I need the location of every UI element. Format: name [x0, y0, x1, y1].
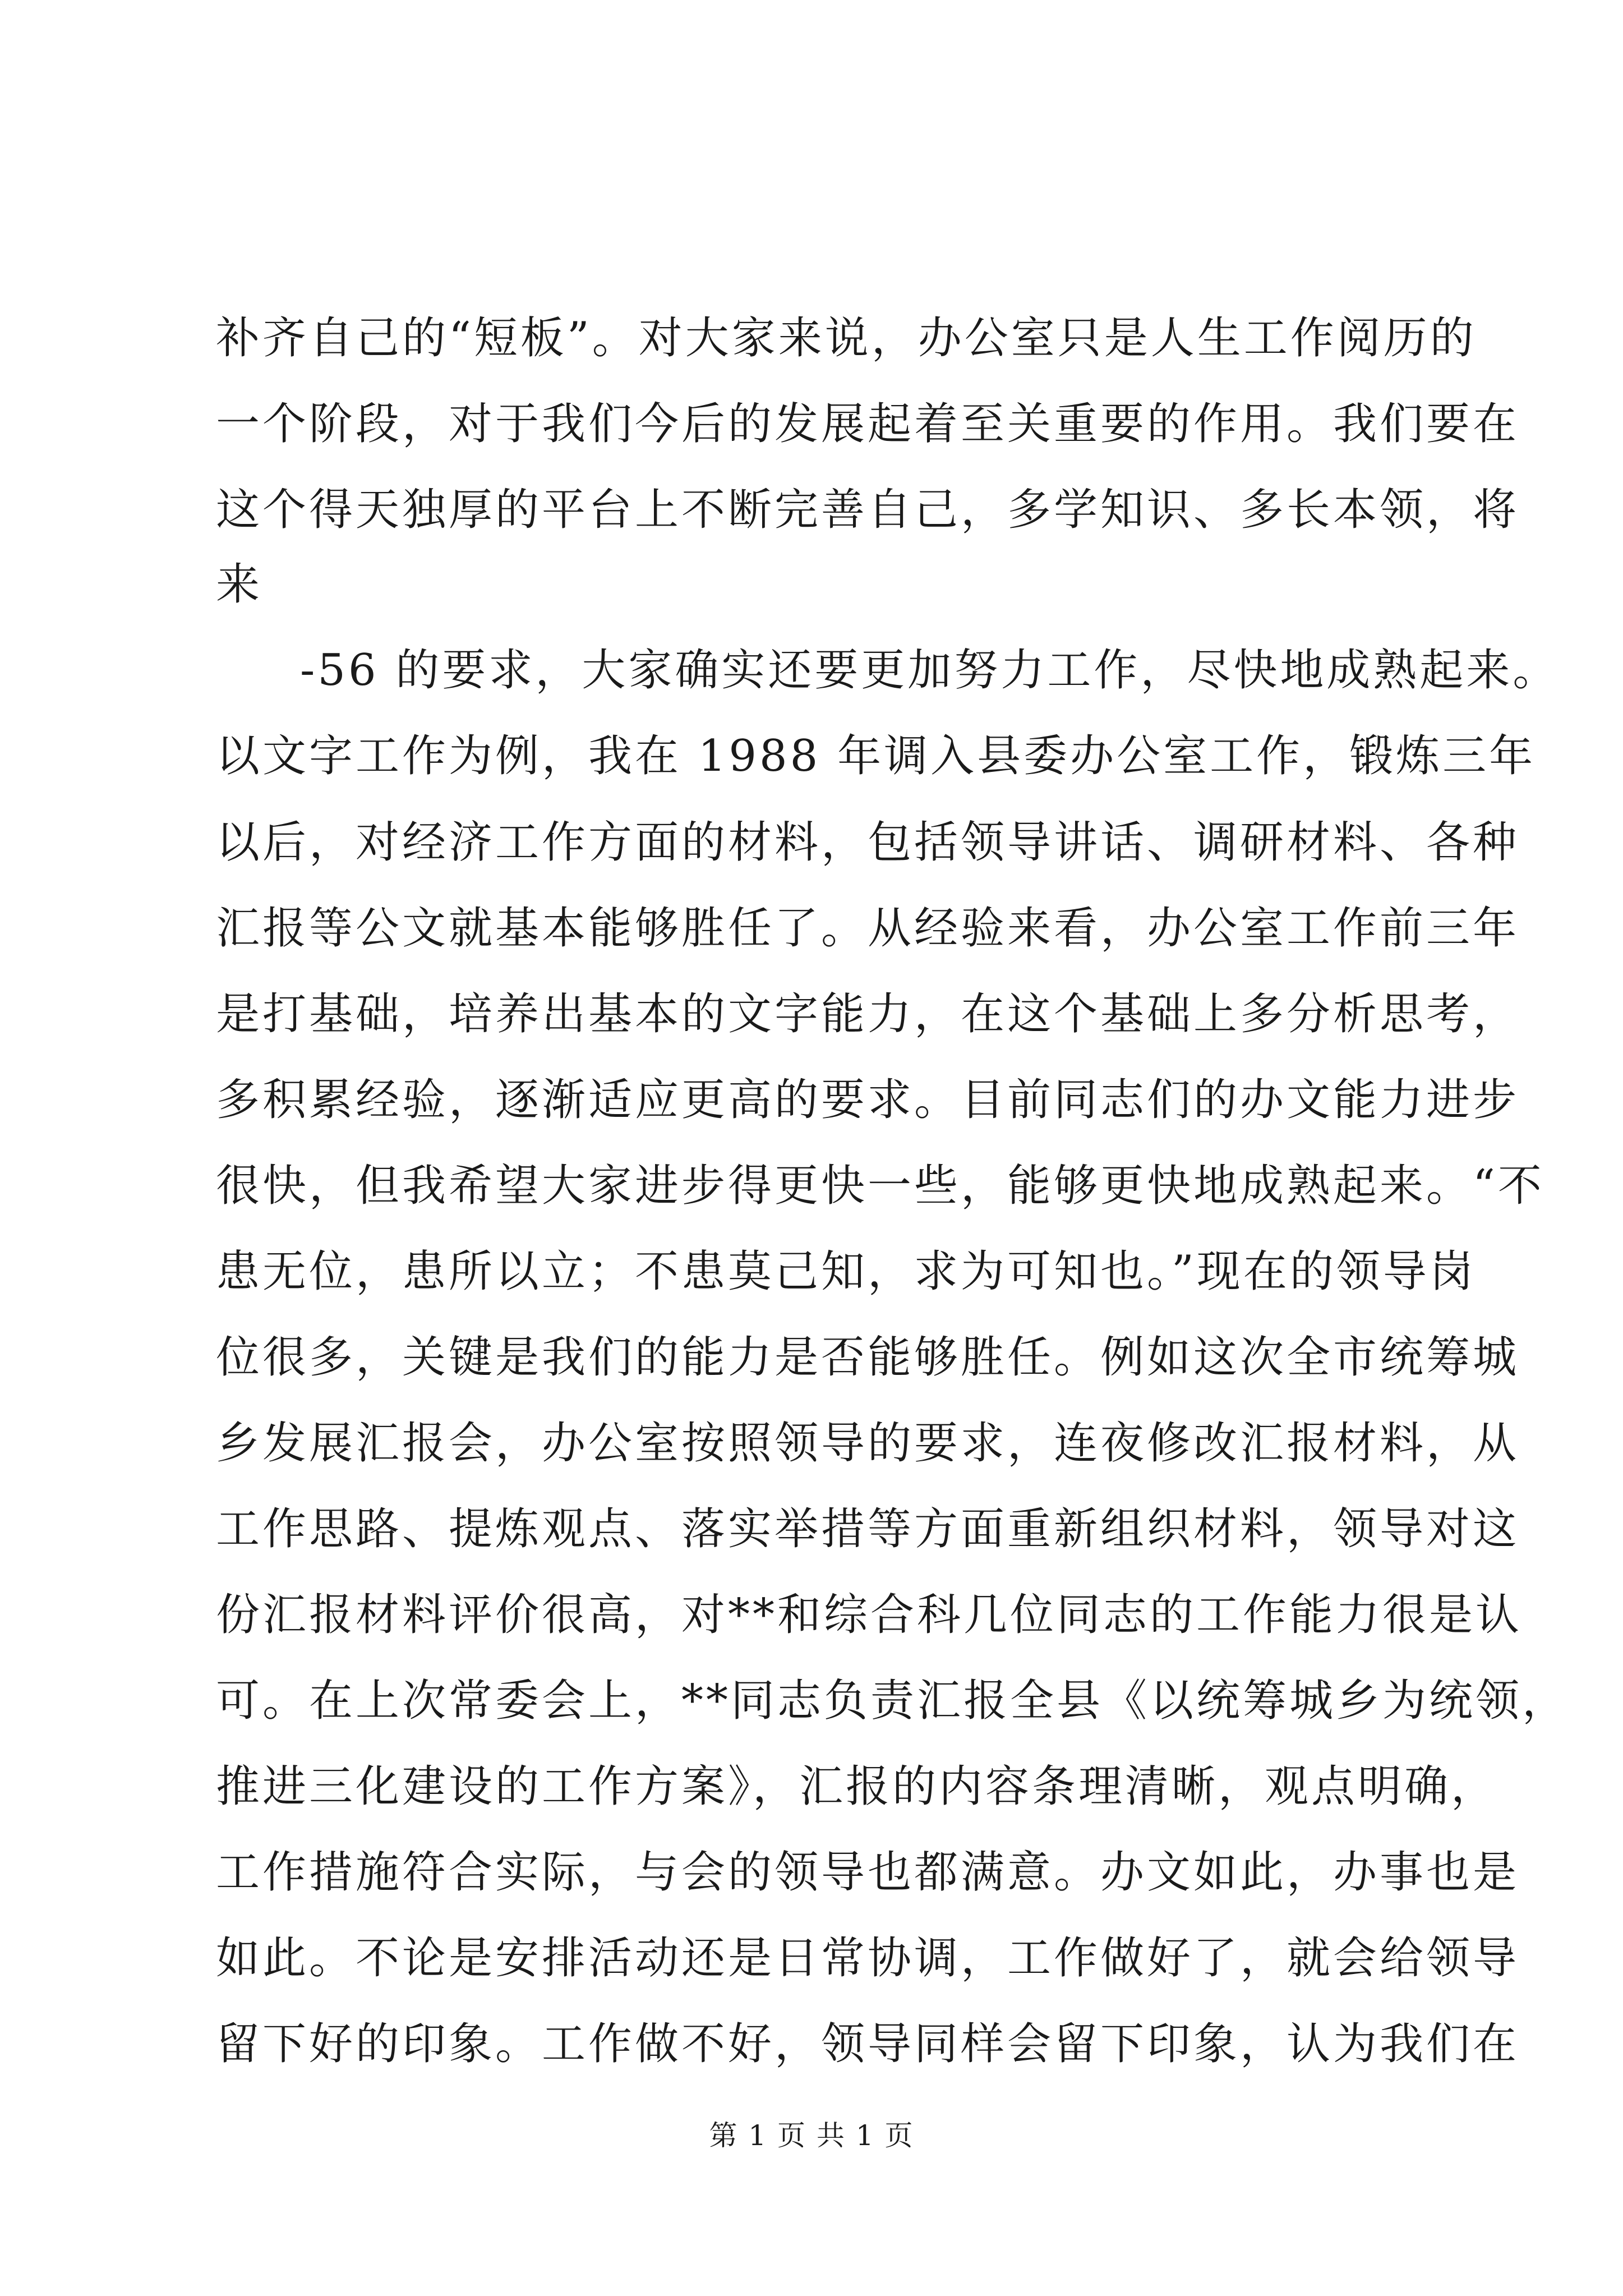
body-line-9: 是打基础，培养出基本的文字能力，在这个基础上多分析思考，: [216, 989, 1520, 1039]
body-line-21: 留下好的印象。工作做不好，领导同样会留下印象，认为我们在: [216, 2019, 1520, 2069]
body-line-10: 多积累经验，逐渐适应更高的要求。目前同志们的办文能力进步: [216, 1075, 1520, 1125]
body-line-16: 份汇报材料评价很高，对**和综合科几位同志的工作能力很是认: [216, 1590, 1523, 1640]
body-line-3: 这个得天独厚的平台上不断完善自己，多学知识、多长本领，将: [216, 485, 1520, 535]
body-line-6: 以文字工作为例，我在 1988 年调入县委办公室工作，锻炼三年: [216, 731, 1536, 781]
body-line-15: 工作思路、提炼观点、落实举措等方面重新组织材料，领导对这: [216, 1504, 1520, 1554]
body-line-18: 推进三化建设的工作方案》，汇报的内容条理清晰，观点明确，: [216, 1761, 1498, 1812]
body-line-20: 如此。不论是安排活动还是日常协调，工作做好了，就会给领导: [216, 1933, 1520, 1984]
body-line-8: 汇报等公文就基本能够胜任了。从经验来看，办公室工作前三年: [216, 903, 1520, 954]
body-line-12: 患无位，患所以立；不患莫己知，求为可知也。”现在的领导岗: [216, 1246, 1476, 1297]
body-line-7: 以后，对经济工作方面的材料，包括领导讲话、调研材料、各种: [216, 817, 1520, 868]
body-line-1: 补齐自己的“短板”。对大家来说，办公室只是人生工作阅历的: [216, 313, 1477, 364]
body-line-19: 工作措施符合实际，与会的领导也都满意。办文如此，办事也是: [216, 1847, 1520, 1898]
body-line-2: 一个阶段，对于我们今后的发展起着至关重要的作用。我们要在: [216, 399, 1520, 449]
body-line-17: 可。在上次常委会上，**同志负责汇报全县《以统筹城乡为统领，: [216, 1676, 1569, 1726]
body-line-5: -56 的要求，大家确实还要更加努力工作，尽快地成熟起来。: [300, 645, 1560, 696]
body-line-13: 位很多，关键是我们的能力是否能够胜任。例如这次全市统筹城: [216, 1332, 1520, 1383]
body-line-14: 乡发展汇报会，办公室按照领导的要求，连夜修改汇报材料，从: [216, 1418, 1520, 1469]
body-line-11: 很快，但我希望大家进步得更快一些，能够更快地成熟起来。“不: [216, 1161, 1544, 1211]
page-footer: 第 1 页 共 1 页: [709, 2119, 914, 2152]
body-line-4: 来: [216, 559, 263, 610]
